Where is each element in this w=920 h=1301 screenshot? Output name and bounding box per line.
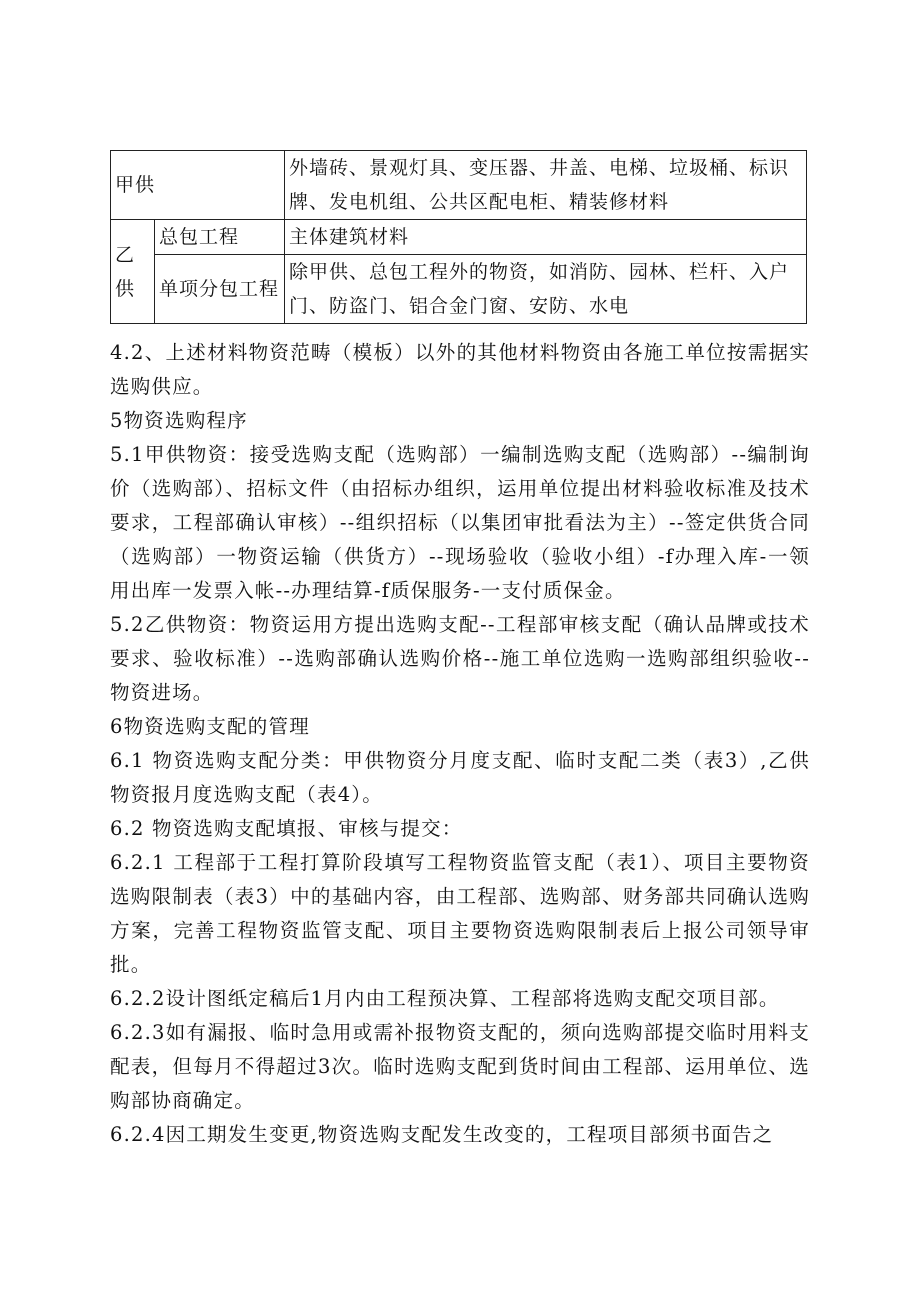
section-heading-6: 6物资选购支配的管理 [110, 715, 310, 738]
paragraph-6-2-4: 6.2.4因工期发生变更,物资选购支配发生改变的，工程项目部须书面告之 [110, 1123, 774, 1146]
cell-jia-label: 甲供 [111, 151, 285, 220]
paragraph-6-2-3: 6.2.3如有漏报、临时急用或需补报物资支配的，须向选购部提交临时用料支配表，但每月不得超过3次。临时选购支配到货时间由工程部、运用单位、选购部协商确定。 [110, 1021, 810, 1112]
paragraph-6-2: 6.2 物资选购支配填报、审核与提交： [110, 817, 463, 840]
paragraph-5-2: 5.2乙供物资：物资运用方提出选购支配--工程部审核支配（确认品牌或技术要求、验收标准）--选购部确认选购价格--施工单位选购一选购部组织验收--物资进场。 [110, 613, 810, 704]
paragraph-6-2-2: 6.2.2设计图纸定稿后1月内由工程预决算、工程部将选购支配交项目部。 [110, 987, 780, 1010]
material-supply-table [110, 150, 807, 324]
table-row-jia [111, 151, 807, 220]
paragraph-5-1: 5.1甲供物资：接受选购支配（选购部）一编制选购支配（选购部）--编制询价（选购部）、招标文件（由招标办组织，运用单位提出材料验收标准及技术要求，工程部确认审核）--组织招标（以集团审批看法为主）--签定供货合同（选购部）一物资运输（供货方）--现场验收（验收小组）-f办理入库-一领用出库一发票入帐--办理结算-f质保服务-一支付质保金。 [110, 443, 810, 602]
paragraph-6-2-1: 6.2.1 工程部于工程打算阶段填写工程物资监管支配（表1）、项目主要物资选购限制表（表3）中的基础内容，由工程部、选购部、财务部共同确认选购方案，完善工程物资监管支配、项目主要物资选购限制表后上报公司领导审批。 [110, 851, 810, 976]
paragraph-6-1: 6.1 物资选购支配分类：甲供物资分月度支配、临时支配二类（表3）,乙供物资报月度选购支配（表4）。 [110, 749, 810, 806]
table-row-yi-general [111, 220, 807, 255]
cell-general-contract-label: 总包工程 [155, 220, 285, 255]
cell-jia-content: 外墙砖、景观灯具、变压器、井盖、电梯、垃圾桶、标识牌、发电机组、公共区配电柜、精装修材料 [285, 151, 807, 220]
cell-subcontract-content: 除甲供、总包工程外的物资，如消防、园林、栏杆、入户门、防盗门、铝合金门窗、安防、水电 [285, 255, 807, 324]
cell-general-contract-content: 主体建筑材料 [285, 220, 807, 255]
cell-subcontract-label: 单项分包工程 [155, 255, 285, 324]
section-heading-5: 5物资选购程序 [110, 409, 248, 432]
paragraph-4-2: 4.2、上述材料物资范畴（模板）以外的其他材料物资由各施工单位按需据实选购供应。 [110, 341, 810, 398]
cell-yi-label: 乙供 [111, 220, 155, 324]
document-body [110, 336, 810, 1152]
table-row-yi-subcontract [111, 255, 807, 324]
